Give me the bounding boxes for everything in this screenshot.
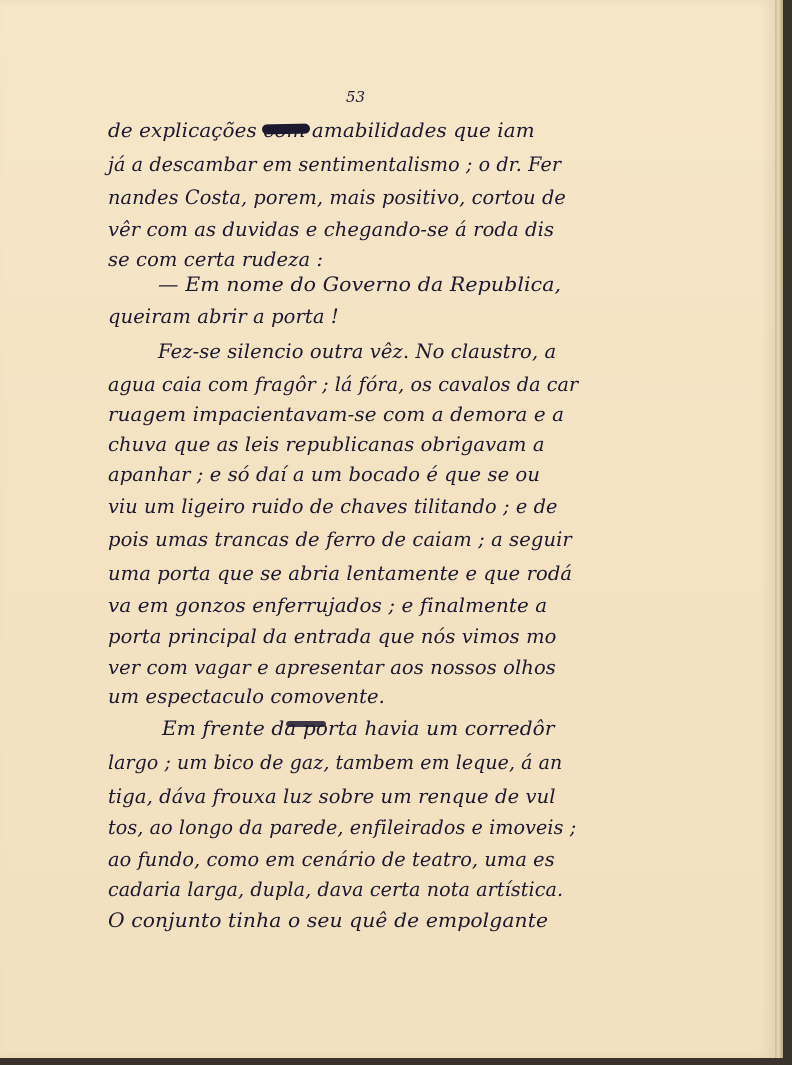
text-line: viu um ligeiro ruido de chaves tilitando ; e de: [108, 495, 558, 518]
text-line: tos, ao longo da parede, enfileirados e imoveis ;: [108, 816, 577, 839]
text-line: chuva que as leis republicanas obrigavam a: [108, 433, 545, 456]
text-line: se com certa rudeza :: [108, 248, 324, 271]
text-line: O conjunto tinha o seu quê de empolgante: [108, 909, 549, 932]
text-line: apanhar ; e só daí a um bocado é que se ou: [108, 463, 541, 486]
text-line: ruagem impacientavam-se com a demora e a: [108, 403, 565, 426]
text-line: queiram abrir a porta !: [108, 305, 339, 328]
text-line: ver com vagar e apresentar aos nossos olhos: [108, 656, 556, 679]
show-through-ink: [560, 210, 760, 330]
text-line: cadaria larga, dupla, dava certa nota artística.: [108, 878, 564, 901]
text-line: nandes Costa, porem, mais positivo, cortou de: [108, 186, 566, 209]
text-line: de explicações com amabilidades que iam: [108, 119, 535, 142]
text-line: uma porta que se abria lentamente e que rodá: [108, 562, 573, 585]
text-line: pois umas trancas de ferro de caiam ; a seguir: [108, 528, 572, 551]
scan-border: [0, 1058, 792, 1065]
text-line: tiga, dáva frouxa luz sobre um renque de vul: [108, 785, 556, 808]
text-line: já a descambar em sentimentalismo ; o dr. Fer: [108, 153, 562, 176]
page-edge: [775, 0, 783, 1058]
text-line: ao fundo, como em cenário de teatro, uma es: [108, 848, 555, 871]
text-line: va em gonzos enferrujados ; e finalmente a: [108, 594, 548, 617]
book-spine: [783, 0, 792, 1065]
text-line: vêr com as duvidas e chegando-se á roda dis: [108, 218, 555, 241]
page-number: 53: [346, 88, 366, 106]
text-line: um espectaculo comovente.: [108, 685, 385, 708]
paragraph-start-line: Em frente da porta havia um corredôr: [162, 717, 555, 740]
text-line: agua caia com fragôr ; lá fóra, os cavalos da car: [108, 373, 579, 396]
text-line: porta principal da entrada que nós vimos mo: [108, 625, 557, 648]
paragraph-start-line: Fez-se silencio outra vêz. No claustro, a: [158, 340, 557, 363]
dialogue-line: — Em nome do Governo da Republica,: [158, 273, 562, 296]
text-line: largo ; um bico de gaz, tambem em leque, á an: [108, 751, 563, 774]
